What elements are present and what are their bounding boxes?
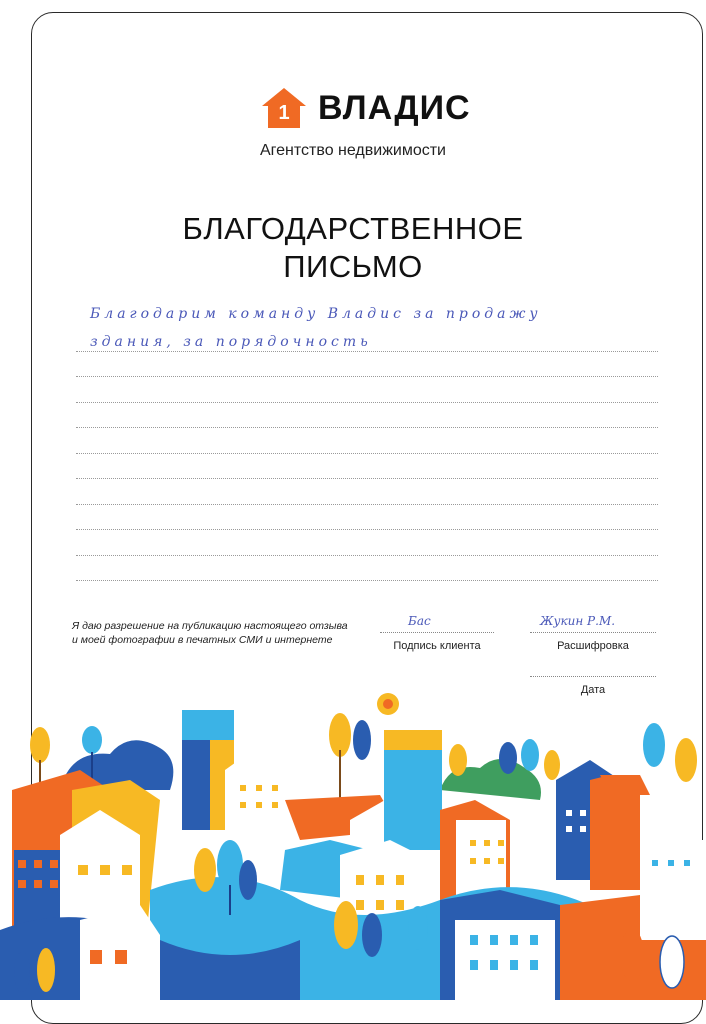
client-signature-line [380, 632, 494, 633]
decryption-label: Расшифровка [557, 640, 629, 652]
city-illustration-icon [0, 690, 706, 1000]
decryption-line [530, 632, 656, 633]
document-title [0, 210, 706, 286]
date-line [530, 676, 656, 677]
house-key-icon [262, 88, 306, 128]
writing-lines [76, 326, 658, 581]
signature-decryption: Жукин Р.М. [540, 614, 616, 628]
brand-tagline: Агентство недвижимости [260, 142, 446, 159]
date-label: Дата [580, 684, 606, 696]
consent-line-1: Я даю разрешение на публикацию настоящего отзыва [72, 620, 348, 632]
client-signature: Бас [408, 614, 431, 628]
handwritten-line-2: здания, за порядочность [90, 334, 372, 350]
title-line-1: БЛАГОДАРСТВЕННОЕ [182, 211, 524, 246]
handwritten-line-1: Благодарим команду Владис за продажу [90, 306, 542, 322]
consent-text [72, 619, 348, 647]
logo-digit: 1 [278, 102, 290, 124]
client-signature-label: Подпись клиента [393, 640, 481, 652]
consent-line-2: и моей фотографии в печатных СМИ и интернете [72, 634, 333, 646]
title-line-2: ПИСЬМО [283, 249, 423, 284]
brand-name: ВЛАДИС [318, 89, 471, 127]
